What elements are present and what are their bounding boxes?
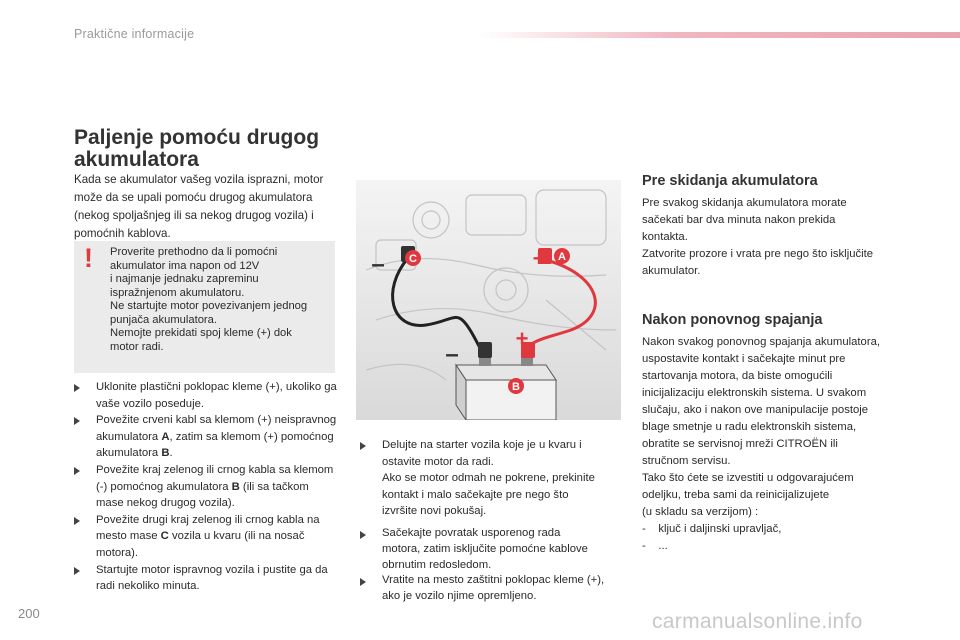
- warning-line: punjača akumulatora.: [110, 313, 217, 326]
- header-decoration-bar: [480, 32, 960, 38]
- bullet-arrow-icon: [74, 384, 80, 392]
- connection-steps: [74, 379, 338, 595]
- before-removal-heading: Pre skidanja akumulatora: [642, 173, 818, 189]
- middle-steps-2: [360, 526, 630, 605]
- middle-steps-1: [360, 437, 630, 520]
- plus-sign-top: +: [532, 246, 546, 271]
- label-a: A: [558, 251, 566, 263]
- step-item: Delujte na starter vozila koje je u kvaru i ostavite motor da radi. Ako se motor odmah ne pokrene, prekinite kontakt i malo sačekajte pre nego što izvršite novi pokušaj.: [360, 437, 630, 520]
- step-item: Sačekajte povratak usporenog rada motora, zatim isključite pomoćne kablove obrnutim redosledom.: [360, 526, 630, 573]
- warning-notice: [74, 241, 335, 373]
- step-item: Vratite na mesto zaštitni poklopac kleme (+), ako je vozilo njime opremljeno.: [360, 573, 630, 605]
- page-title: Paljenje pomoću drugog akumulatora: [74, 126, 320, 171]
- label-c: C: [409, 253, 417, 265]
- step-item: Povežite crveni kabl sa klemom (+) neispravnog akumulatora A, zatim sa klemom (+) pomoćnog akumulatora B.: [74, 412, 338, 462]
- jump-start-diagram: [356, 180, 621, 420]
- warning-line: Nemojte prekidati spoj kleme (+) dok: [110, 327, 292, 339]
- after-reconnect-text: Nakon svakog ponovnog spajanja akumulatora, uspostavite kontakt i sačekajte minut pre startovanja motora, da biste omogućili inicijalizaciju elektronskih sistema. U svakom slučaju, ako i nakon ove manipulacije postoje blage smetnje u radu elektronskih sistema, obratite se servisnoj mreži CITROËN ili stručnom servisu. Tako što ćete se izvestiti u odgovarajućem odeljku, treba sami da reinicijalizujete (u skladu sa verzijom) : - ključ i daljinski upravljač, - ...: [642, 336, 881, 552]
- warning-line: akumulator ima napon od 12V: [110, 259, 260, 272]
- warning-line: i najmanje jednaku zapreminu: [110, 273, 259, 285]
- warning-text: [110, 246, 330, 354]
- label-b: B: [512, 381, 520, 393]
- step-item: Startujte motor ispravnog vozila i pustite ga da radi nekoliko minuta.: [74, 562, 338, 595]
- bullet-arrow-icon: [360, 578, 366, 586]
- bullet-arrow-icon: [360, 531, 366, 539]
- bullet-arrow-icon: [74, 567, 80, 575]
- minus-sign-top: –: [371, 251, 385, 278]
- intro-paragraph: Kada se akumulator vašeg vozila isprazni, motor može da se upali pomoću drugog akumulatora (nekog spoljašnjeg ili sa nekog drugog vozila) i pomoćnih kablova.: [74, 173, 324, 240]
- warning-line: Proverite prethodno da li pomoćni: [110, 246, 278, 258]
- footer-watermark: carmanualsonline.info: [652, 610, 863, 633]
- page-number: 200: [18, 606, 40, 621]
- after-reconnect-heading: Nakon ponovnog spajanja: [642, 312, 823, 328]
- warning-line: Ne startujte motor povezivanjem jednog: [110, 300, 308, 312]
- black-clamp-b: [478, 342, 492, 358]
- minus-sign-battery: –: [445, 341, 459, 368]
- bullet-arrow-icon: [360, 442, 366, 450]
- booster-battery: [456, 356, 556, 420]
- bullet-arrow-icon: [74, 467, 80, 475]
- warning-line: ispražnjenom akumulatoru.: [110, 286, 245, 299]
- bullet-arrow-icon: [74, 517, 80, 525]
- warning-icon: !: [84, 243, 93, 273]
- step-item: Povežite drugi kraj zelenog ili crnog kabla na mesto mase C vozila u kvaru (ili na nosač motora).: [74, 512, 338, 562]
- before-removal-text: Pre svakog skidanja akumulatora morate sačekati bar dva minuta nakon prekida kontakta. Zatvorite prozore i vrata pre nego što isključite akumulator.: [642, 197, 874, 277]
- section-header: Praktične informacije: [74, 27, 195, 41]
- step-item: Uklonite plastični poklopac kleme (+), ukoliko ga vaše vozilo poseduje.: [74, 379, 338, 412]
- step-item: Povežite kraj zelenog ili crnog kabla sa klemom (-) pomoćnog akumulatora B (ili sa tačkom mase nekog drugog vozila).: [74, 462, 338, 512]
- warning-line: motor radi.: [110, 340, 164, 353]
- bullet-arrow-icon: [74, 417, 80, 425]
- plus-sign-battery: +: [515, 326, 529, 351]
